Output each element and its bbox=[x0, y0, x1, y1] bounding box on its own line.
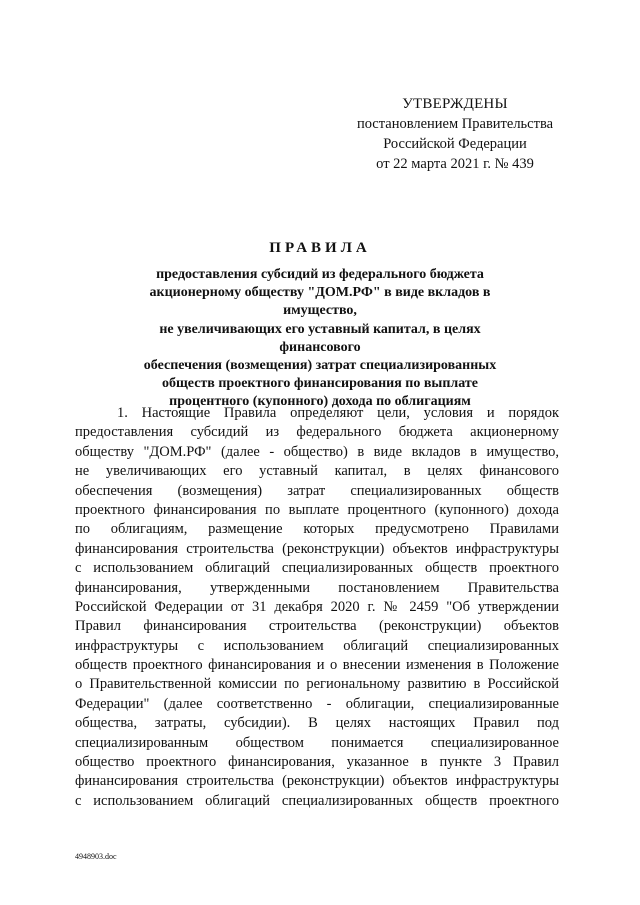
body-line: Федерации" (далее соответственно - облигации, специализированные bbox=[75, 695, 559, 712]
body-line: инфраструктуры с использованием облигаций специализированных bbox=[75, 637, 559, 654]
body-line: общество проектного финансирования, указанное в пункте 3 Правил bbox=[75, 754, 559, 771]
body-line: с использованием облигаций специализированных обществ проектного bbox=[75, 560, 559, 577]
body-line: финансирования строительства (реконструкции) объектов инфраструктуры bbox=[75, 540, 559, 557]
document-title: ПРАВИЛА bbox=[269, 240, 371, 256]
body-line: обществу "ДОМ.РФ" (далее - общество) в виде вкладов в имущество, bbox=[75, 443, 559, 460]
body-line: предоставления субсидий из федерального бюджета акционерному bbox=[75, 424, 559, 441]
approval-heading: УТВЕРЖДЕНЫ bbox=[402, 96, 508, 112]
subtitle-line: процентного (купонного) дохода по облигациям bbox=[169, 394, 471, 410]
document-subtitle bbox=[120, 266, 520, 412]
subtitle-line: акционерному обществу "ДОМ.РФ" в виде вкладов в имущество, bbox=[149, 285, 491, 319]
file-name-footer: 4948903.doc bbox=[75, 852, 117, 861]
body-line: обеспечения (возмещения) затрат специализированных обществ bbox=[75, 482, 559, 499]
subtitle-line: не увеличивающих его уставный капитал, в целях финансового bbox=[159, 321, 481, 355]
body-line: с использованием облигаций специализированных обществ проектного bbox=[75, 792, 559, 809]
body-line: Правил финансирования строительства (реконструкции) объектов bbox=[75, 618, 559, 635]
body-line: Российской Федерации от 31 декабря 2020 г. № 2459 "Об утверждении bbox=[75, 598, 559, 615]
paragraph-1 bbox=[75, 404, 559, 811]
body-line: о Правительственной комиссии по региональному развитию в Российской bbox=[75, 676, 559, 693]
body-line: проектного финансирования по выплате процентного (купонного) дохода bbox=[75, 501, 559, 518]
subtitle-line: обществ проектного финансирования по выплате bbox=[161, 376, 479, 392]
body-line: специализированным обществом понимается специализированное bbox=[75, 734, 559, 751]
body-line: финансирования, утвержденными постановлением Правительства bbox=[75, 579, 559, 596]
approval-block bbox=[330, 94, 580, 174]
body-line: 1. Настоящие Правила определяют цели, условия и порядок bbox=[117, 405, 559, 421]
approval-line-3: от 22 марта 2021 г. № 439 bbox=[376, 156, 534, 172]
body-line: общества, затраты, субсидии). В целях настоящих Правил под bbox=[75, 715, 559, 732]
approval-line-1: постановлением Правительства bbox=[356, 116, 554, 132]
subtitle-line: предоставления субсидий из федерального бюджета bbox=[156, 267, 484, 282]
body-line: по облигациям, размещение которых предусмотрено Правилами bbox=[75, 521, 559, 538]
body-line: обществ проектного финансирования и о внесении изменения в Положение bbox=[75, 657, 559, 674]
body-line: не увеличивающих его уставный капитал, в целях финансового bbox=[75, 463, 559, 480]
approval-line-2: Российской Федерации bbox=[383, 136, 527, 152]
subtitle-line: обеспечения (возмещения) затрат специализированных bbox=[143, 358, 497, 374]
body-line: финансирования строительства (реконструкции) объектов инфраструктуры bbox=[75, 773, 559, 790]
